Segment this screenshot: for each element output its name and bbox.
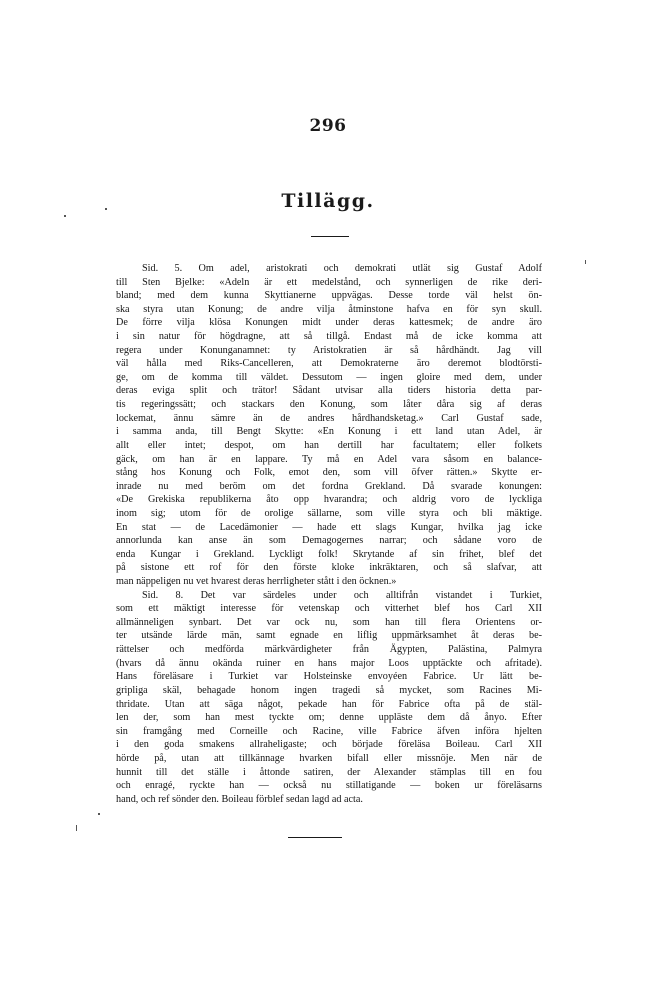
text-line: hunnit till det ställe i åttonde satiren, der Alexander stämplas till en fou (116, 766, 542, 778)
text-line: i den goda smakens allraheligaste; och började föreläsa Boileau. Carl XII (116, 739, 542, 751)
text-line: till Sten Bjelke: «Adeln är ett medelstånd, och synnerligen de rike deri- (116, 276, 542, 288)
scan-speck (64, 215, 66, 217)
text-line: väl hålla med Riks-Cancelleren, att Demokraterne äro deremot blodtörsti- (116, 358, 542, 370)
text-line: hörde på, utan att tillkännage hvarken bifall eller missnöje. Men när de (116, 752, 542, 764)
text-line: De förre vilja klösa Konungen midt under deras kattesmek; de andre äro (116, 317, 542, 329)
text-line: En stat — de Lacedämonier — hade ett slags Kungar, hvilka jag icke (116, 521, 542, 533)
paragraph-sid-5 (116, 262, 542, 589)
text-line: rättelser och medförda märkvärdigheter från Ägypten, Palästina, Palmyra (116, 644, 542, 656)
text-line: thridate. Utan att säga något, pekade han för Fabrice ofta på de stäl- (116, 698, 542, 710)
scan-speck (76, 825, 77, 831)
text-line: inrade nu med beröm om det fordna Grekland. Då svarade konungen: (116, 480, 542, 492)
heading-rule (311, 236, 349, 237)
text-line: gripliga skäl, behagade honom ingen tragedi så mycket, som Racines Mi- (116, 684, 542, 696)
text-line: i sin natur för högdragne, att så tillgå. Endast må de icke komma att (116, 331, 542, 343)
body-text (116, 262, 542, 806)
text-line: som ett mäktigt interesse för vetenskap och vitterhet blef hos Carl XII (116, 603, 542, 615)
text-line: Sid. 5. Om adel, aristokrati och demokrati utlät sig Gustaf Adolf (142, 263, 542, 274)
text-line: Sid. 8. Det var särdeles under och alltifrån vistandet i Turkiet, (142, 589, 542, 601)
text-line: hand, och ref sönder den. Boileau förblef sedan lagd ad acta. (116, 793, 363, 805)
end-rule (288, 837, 342, 838)
text-line: och enragé, ryckte han — också nu stillatigande — boken ur föreläsarns (116, 780, 542, 792)
text-line: på sistone ett rof för den förste kloke inkräktaren, och så slafvar, att (116, 562, 542, 574)
text-line: lockemat, ännu sämre än de andres hårdhandsketag.» Carl Gustaf sade, (116, 412, 542, 424)
paragraph-sid-8 (116, 589, 542, 807)
scan-speck (98, 813, 100, 815)
text-line: inom sig; utom för de orolige sällarne, som ville styra och bli mäktige. (116, 507, 542, 519)
scan-speck (105, 208, 107, 210)
text-line: allmänneligen synbart. Det var ock nu, som han till flera Orientens or- (116, 616, 542, 628)
text-line: (hvars då ännu okända ruiner en hans major Loos upptäckte och afritade). (116, 657, 542, 669)
text-line: i samma anda, till Bengt Skytte: «En Konung i ett land utan Adel, är (116, 426, 542, 438)
text-line: tis regeringssätt; och stackars den Konung, som låter dåra sig af deras (116, 399, 542, 411)
text-line: man näppeligen nu vet hvarest deras herrligheter stått i den öcknen.» (116, 576, 397, 588)
section-heading: Tillägg. (281, 190, 375, 212)
text-line: sin framgång med Corneille och Racine, ville Fabrice äfven införa hjelten (116, 725, 542, 737)
text-line: deras eviga split och trätor! Sådant utvisar alla tiders historia detta par- (116, 385, 542, 397)
page-number: 296 (309, 116, 347, 136)
scan-speck (585, 260, 586, 264)
text-line: ge, om de komma till väldet. Dessutom — ingen gloire med dem, under (116, 371, 542, 383)
text-line: regera under Konunganamnet: ty Aristokratien är så hårdhändt. Jag vill (116, 344, 542, 356)
text-line: gäck, om han är en lappare. Ty må en Adel vara såsom en balance- (116, 453, 542, 465)
text-line: annorlunda kan anse än som Demagogernes narrar; och sådane voro de (116, 535, 542, 547)
text-line: enda Kungar i Grekland. Lyckligt folk! Skrytande af sin frihet, blef det (116, 548, 542, 560)
text-line: len der, som han mest tyckte om; denne uppläste dem då ånyo. Efter (116, 712, 542, 724)
text-line: Hans föreläsare i Turkiet var Holsteinske envoyéen Fabrice. Ur lätt be- (116, 671, 542, 683)
text-line: ter utsände lärde män, samt egnade en liflig uppmärksamhet åt deras be- (116, 630, 542, 642)
text-line: bland; med dem kunna Skyttianerne uppvägas. Desse torde väl helst ön- (116, 290, 542, 302)
text-line: stång hos Konung och Folk, emot den, som vill öfver rätten.» Skytte er- (116, 467, 542, 479)
text-line: ska styra utan Konung; de andre vilja åtminstone hafva en för syn skull. (116, 303, 542, 315)
text-line: allt eller intet; despot, om han dertill har facultatem; eller folkets (116, 439, 542, 451)
text-line: «De Grekiska republikerna åto opp hvarandra; och aldrig voro de lyckliga (116, 494, 542, 506)
